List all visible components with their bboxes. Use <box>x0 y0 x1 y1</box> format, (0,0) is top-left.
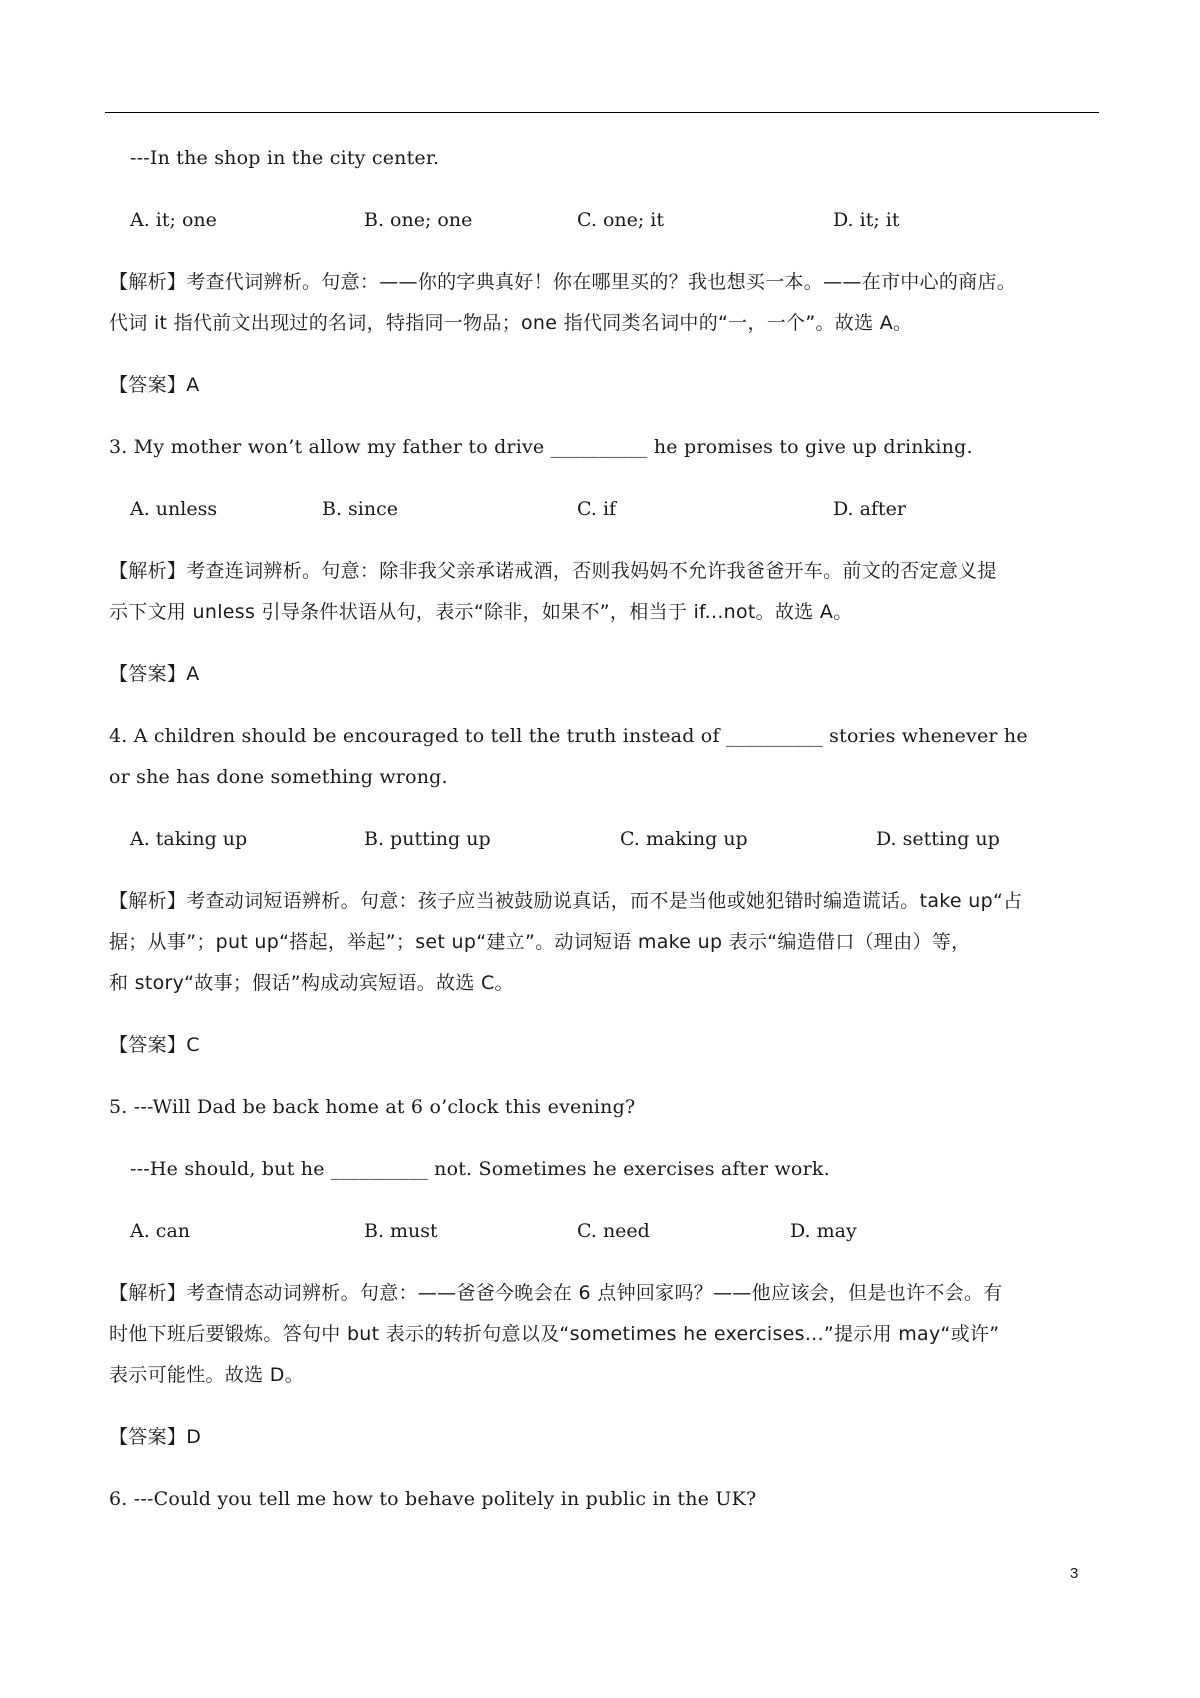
q5-analysis-line-2: 时他下班后要锻炼。答句中 but 表示的转折句意以及“sometimes he exercises...”提示用 may“或许” <box>109 1323 1000 1345</box>
q4-option-c: C. making up <box>620 828 748 850</box>
q2-option-a: A. it; one <box>130 209 217 231</box>
q3-option-a: A. unless <box>130 498 218 520</box>
q2-reply: ---In the shop in the city center. <box>130 147 440 169</box>
q5-analysis-line-1: 【解析】考查情态动词辨析。句意：——爸爸今晚会在 6 点钟回家吗？——他应该会，但是也许不会。有 <box>109 1282 1003 1304</box>
q4-analysis-line-1: 【解析】考查动词短语辨析。句意：孩子应当被鼓励说真话，而不是当他或她犯错时编造谎话。take up“占 <box>109 890 1023 912</box>
q2-answer: 【答案】A <box>109 374 200 396</box>
q3-option-b: B. since <box>322 498 398 520</box>
q5-option-b: B. must <box>364 1220 438 1242</box>
header-rule <box>105 112 1099 113</box>
q4-answer: 【答案】C <box>109 1034 200 1056</box>
q4-analysis-line-2: 据；从事”；put up“搭起，举起”；set up“建立”。动词短语 make up 表示“编造借口（理由）等， <box>109 931 971 953</box>
q3-answer: 【答案】A <box>109 663 200 685</box>
q2-option-d: D. it; it <box>833 209 900 231</box>
q5-analysis-line-3: 表示可能性。故选 D。 <box>109 1364 304 1386</box>
q4-question-line-1: 4. A children should be encouraged to tell the truth instead of __________ stories whenever he <box>109 725 1028 747</box>
q2-analysis-line-1: 【解析】考查代词辨析。句意：——你的字典真好！你在哪里买的？我也想买一本。——在市中心的商店。 <box>109 271 1017 293</box>
q4-question-line-2: or she has done something wrong. <box>109 766 448 788</box>
q5-option-a: A. can <box>130 1220 191 1242</box>
q5-question: 5. ---Will Dad be back home at 6 o’clock this evening? <box>109 1096 636 1118</box>
q5-option-c: C. need <box>577 1220 650 1242</box>
q3-analysis-line-2: 示下文用 unless 引导条件状语从句，表示“除非，如果不”，相当于 if...not。故选 A。 <box>109 601 853 623</box>
q2-option-b: B. one; one <box>364 209 473 231</box>
q3-question: 3. My mother won’t allow my father to drive __________ he promises to give up drinking. <box>109 436 973 458</box>
q5-reply: ---He should, but he __________ not. Sometimes he exercises after work. <box>130 1158 830 1180</box>
q3-option-d: D. after <box>833 498 906 520</box>
q5-option-d: D. may <box>790 1220 857 1242</box>
q2-option-c: C. one; it <box>577 209 665 231</box>
q5-answer: 【答案】D <box>109 1426 202 1448</box>
q3-option-c: C. if <box>577 498 617 520</box>
q6-question: 6. ---Could you tell me how to behave politely in public in the UK? <box>109 1488 757 1510</box>
q4-analysis-line-3: 和 story“故事；假话”构成动宾短语。故选 C。 <box>109 972 514 994</box>
q4-option-a: A. taking up <box>130 828 248 850</box>
q3-analysis-line-1: 【解析】考查连词辨析。句意：除非我父亲承诺戒酒，否则我妈妈不允许我爸爸开车。前文的否定意义提 <box>109 560 997 582</box>
q2-analysis-line-2: 代词 it 指代前文出现过的名词，特指同一物品；one 指代同类名词中的“一，一个”。故选 A。 <box>109 312 913 334</box>
page-number: 3 <box>1070 1565 1079 1582</box>
q4-option-b: B. putting up <box>364 828 491 850</box>
q4-option-d: D. setting up <box>876 828 1000 850</box>
